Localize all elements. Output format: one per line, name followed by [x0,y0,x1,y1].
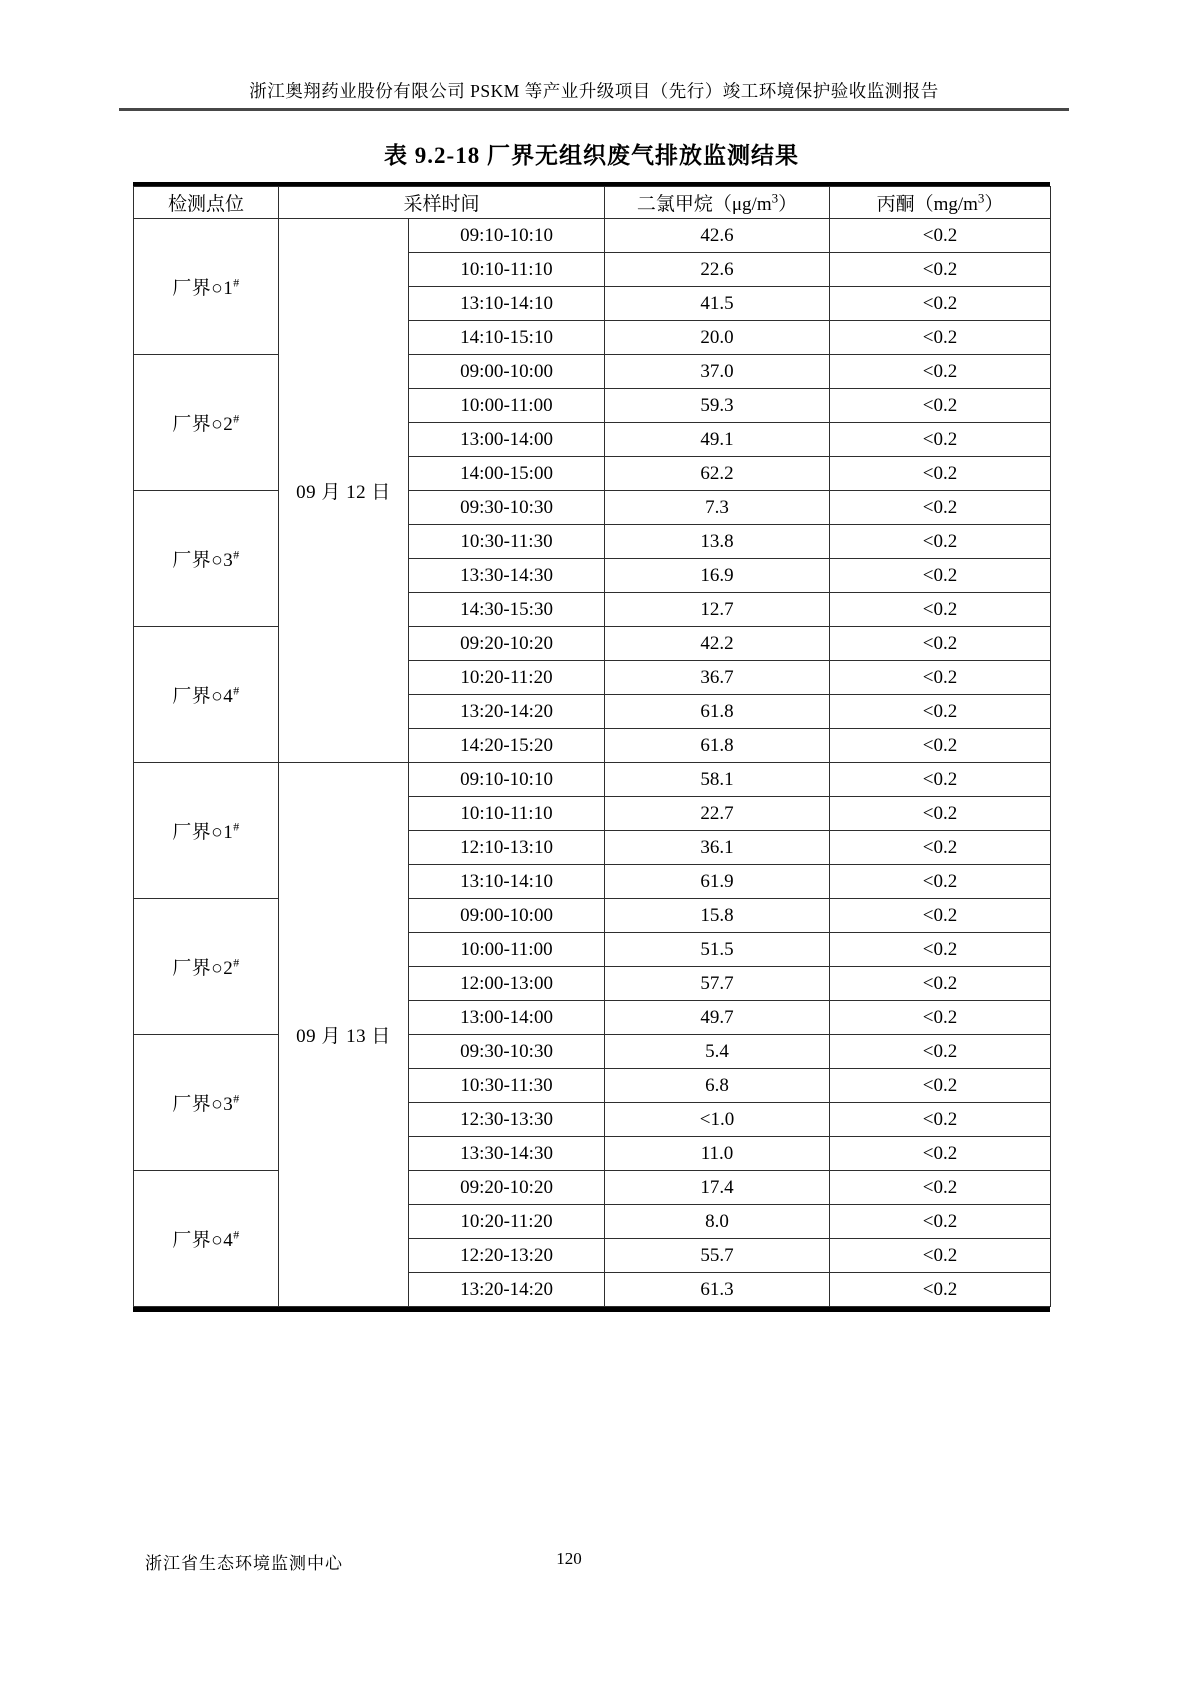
dcm-cell: 15.8 [605,899,830,933]
header-monitoring-point: 检测点位 [134,187,279,219]
acetone-cell: <0.2 [830,491,1051,525]
dcm-cell: 11.0 [605,1137,830,1171]
point-cell [134,491,279,627]
time-cell: 12:10-13:10 [409,831,605,865]
time-cell: 13:00-14:00 [409,1001,605,1035]
document-header-title: 浙江奥翔药业股份有限公司 PSKM 等产业升级项目（先行）竣工环境保护验收监测报告 [249,81,939,101]
point-label: 厂界○2 [172,958,234,979]
dcm-cell: 59.3 [605,389,830,423]
acetone-cell: <0.2 [830,321,1051,355]
acetone-cell: <0.2 [830,933,1051,967]
acetone-cell: <0.2 [830,627,1051,661]
point-label: 厂界○3 [172,1094,234,1115]
acetone-cell: <0.2 [830,423,1051,457]
time-cell: 14:00-15:00 [409,457,605,491]
dcm-cell: 12.7 [605,593,830,627]
point-superscript: # [233,1091,240,1106]
table-row [134,1035,1051,1069]
acetone-cell: <0.2 [830,797,1051,831]
dcm-cell: 36.1 [605,831,830,865]
header-dcm [605,187,830,219]
acetone-cell: <0.2 [830,729,1051,763]
time-cell: 09:00-10:00 [409,899,605,933]
dcm-cell: 57.7 [605,967,830,1001]
point-cell [134,355,279,491]
header-dcm-text: 二氯甲烷（μg/m [636,194,772,215]
point-superscript: # [233,547,240,562]
time-cell: 13:20-14:20 [409,695,605,729]
acetone-cell: <0.2 [830,1035,1051,1069]
acetone-cell: <0.2 [830,457,1051,491]
time-cell: 14:20-15:20 [409,729,605,763]
acetone-cell: <0.2 [830,1239,1051,1273]
table-title: 表 9.2-18 厂界无组织废气排放监测结果 [384,143,799,168]
dcm-cell: 49.7 [605,1001,830,1035]
footer-organization: 浙江省生态环境监测中心 [145,1554,343,1573]
time-cell: 09:30-10:30 [409,1035,605,1069]
date-cell: 09 月 13 日 [279,763,409,1307]
point-superscript: # [233,683,240,698]
acetone-cell: <0.2 [830,559,1051,593]
time-cell: 09:10-10:10 [409,219,605,253]
time-cell: 14:10-15:10 [409,321,605,355]
time-cell: 09:30-10:30 [409,491,605,525]
header-acetone-text: 丙酮（mg/m [876,194,978,215]
table-row [134,355,1051,389]
header-dcm-superscript: 3 [771,190,779,206]
time-cell: 09:20-10:20 [409,1171,605,1205]
dcm-cell: 61.9 [605,865,830,899]
point-label: 厂界○4 [172,686,234,707]
acetone-cell: <0.2 [830,219,1051,253]
table-row [134,491,1051,525]
dcm-cell: 13.8 [605,525,830,559]
time-cell: 10:20-11:20 [409,661,605,695]
table-container [133,182,1050,1312]
point-superscript: # [233,955,240,970]
acetone-cell: <0.2 [830,253,1051,287]
acetone-cell: <0.2 [830,355,1051,389]
header-dcm-close: ） [778,194,798,215]
time-cell: 09:10-10:10 [409,763,605,797]
footer-page-number: 120 [556,1549,582,1568]
table-row [134,219,1051,253]
acetone-cell: <0.2 [830,525,1051,559]
dcm-cell: 22.6 [605,253,830,287]
acetone-cell: <0.2 [830,1273,1051,1307]
acetone-cell: <0.2 [830,287,1051,321]
dcm-cell: 41.5 [605,287,830,321]
time-cell: 10:20-11:20 [409,1205,605,1239]
point-label: 厂界○2 [172,414,234,435]
monitoring-results-table [133,186,1051,1307]
point-cell [134,1171,279,1307]
time-cell: 12:30-13:30 [409,1103,605,1137]
acetone-cell: <0.2 [830,1001,1051,1035]
acetone-cell: <0.2 [830,865,1051,899]
point-superscript: # [233,411,240,426]
point-label: 厂界○1 [172,822,234,843]
point-superscript: # [233,1227,240,1242]
point-label: 厂界○1 [172,278,234,299]
dcm-cell: 62.2 [605,457,830,491]
dcm-cell: 36.7 [605,661,830,695]
time-cell: 12:20-13:20 [409,1239,605,1273]
dcm-cell: 8.0 [605,1205,830,1239]
dcm-cell: 16.9 [605,559,830,593]
time-cell: 13:00-14:00 [409,423,605,457]
acetone-cell: <0.2 [830,1069,1051,1103]
point-cell [134,627,279,763]
acetone-cell: <0.2 [830,1103,1051,1137]
dcm-cell: 42.2 [605,627,830,661]
acetone-cell: <0.2 [830,695,1051,729]
dcm-cell: 55.7 [605,1239,830,1273]
dcm-cell: 58.1 [605,763,830,797]
dcm-cell: 6.8 [605,1069,830,1103]
dcm-cell: 17.4 [605,1171,830,1205]
header-acetone-superscript: 3 [977,190,985,206]
point-superscript: # [233,275,240,290]
dcm-cell: 42.6 [605,219,830,253]
header-divider [119,108,1069,111]
table-row [134,1171,1051,1205]
dcm-cell: 61.8 [605,695,830,729]
point-cell [134,763,279,899]
acetone-cell: <0.2 [830,967,1051,1001]
time-cell: 14:30-15:30 [409,593,605,627]
time-cell: 09:20-10:20 [409,627,605,661]
time-cell: 10:30-11:30 [409,1069,605,1103]
time-cell: 10:00-11:00 [409,933,605,967]
dcm-cell: <1.0 [605,1103,830,1137]
time-cell: 13:30-14:30 [409,559,605,593]
point-cell [134,899,279,1035]
time-cell: 10:10-11:10 [409,253,605,287]
time-cell: 10:00-11:00 [409,389,605,423]
point-superscript: # [233,819,240,834]
point-cell [134,219,279,355]
time-cell: 10:10-11:10 [409,797,605,831]
table-row [134,899,1051,933]
acetone-cell: <0.2 [830,389,1051,423]
dcm-cell: 51.5 [605,933,830,967]
time-cell: 12:00-13:00 [409,967,605,1001]
dcm-cell: 61.8 [605,729,830,763]
time-cell: 13:10-14:10 [409,865,605,899]
time-cell: 13:30-14:30 [409,1137,605,1171]
time-cell: 09:00-10:00 [409,355,605,389]
dcm-cell: 49.1 [605,423,830,457]
acetone-cell: <0.2 [830,831,1051,865]
acetone-cell: <0.2 [830,1205,1051,1239]
dcm-cell: 20.0 [605,321,830,355]
dcm-cell: 7.3 [605,491,830,525]
acetone-cell: <0.2 [830,661,1051,695]
dcm-cell: 5.4 [605,1035,830,1069]
point-cell [134,1035,279,1171]
dcm-cell: 61.3 [605,1273,830,1307]
time-cell: 10:30-11:30 [409,525,605,559]
time-cell: 13:20-14:20 [409,1273,605,1307]
acetone-cell: <0.2 [830,763,1051,797]
time-cell: 13:10-14:10 [409,287,605,321]
point-label: 厂界○3 [172,550,234,571]
header-acetone-close: ） [984,194,1004,215]
acetone-cell: <0.2 [830,593,1051,627]
header-acetone [830,187,1051,219]
table-header-row [134,187,1051,219]
acetone-cell: <0.2 [830,1137,1051,1171]
table-row [134,763,1051,797]
dcm-cell: 37.0 [605,355,830,389]
point-label: 厂界○4 [172,1230,234,1251]
date-cell: 09 月 12 日 [279,219,409,763]
acetone-cell: <0.2 [830,1171,1051,1205]
acetone-cell: <0.2 [830,899,1051,933]
table-row [134,627,1051,661]
header-sampling-time: 采样时间 [279,187,605,219]
dcm-cell: 22.7 [605,797,830,831]
